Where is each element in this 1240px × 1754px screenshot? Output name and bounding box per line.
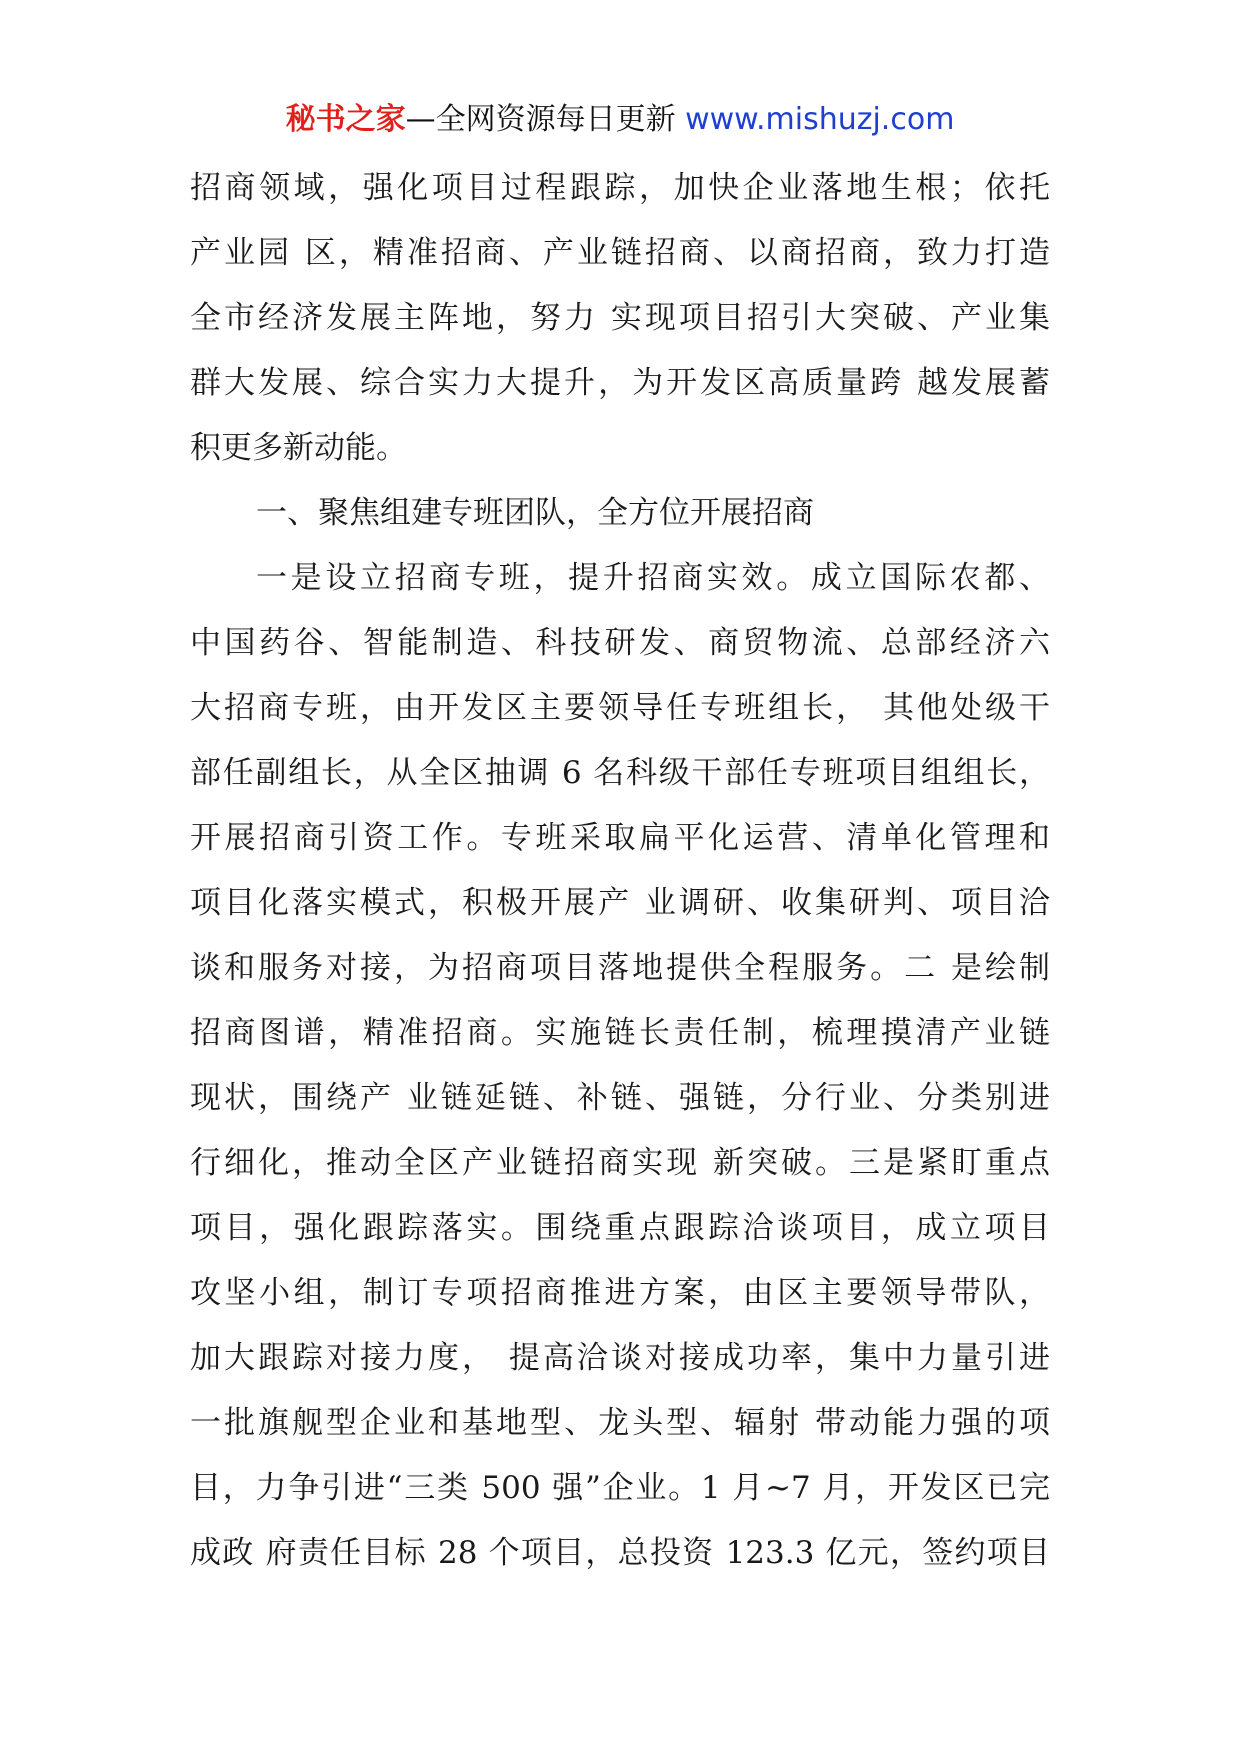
body-line-16: 行细化，推动全区产业链招商实现 新突破。三是紧盯重点 (190, 1145, 1050, 1181)
body-line-21: 目，力争引进“三类 500 强”企业。1 月~7 月，开发区已完 (190, 1470, 1050, 1506)
body-line-14: 招商图谱，精准招商。实施链长责任制，梳理摸清产业链 (190, 1015, 1050, 1051)
body-line-15: 现状，围绕产 业链延链、补链、强链，分行业、分类别进 (190, 1080, 1050, 1116)
body-line-3: 全市经济发展主阵地，努力 实现项目招引大突破、产业集 (190, 300, 1050, 336)
body-line-7: 一是设立招商专班，提升招商实效。成立国际农都、 (256, 560, 1050, 596)
body-line-11: 开展招商引资工作。专班采取扁平化运营、清单化管理和 (190, 820, 1050, 856)
body-line-4: 群大发展、综合实力大提升，为开发区高质量跨 越发展蓄 (190, 365, 1050, 401)
body-line-22: 成政 府责任目标 28 个项目，总投资 123.3 亿元，签约项目 (190, 1535, 1050, 1571)
body-line-8: 中国药谷、智能制造、科技研发、商贸物流、总部经济六 (190, 625, 1050, 661)
body-line-9: 大招商专班，由开发区主要领导任专班组长， 其他处级干 (190, 690, 1050, 726)
body-line-18: 攻坚小组，制订专项招商推进方案，由区主要领导带队， (190, 1275, 1050, 1311)
site-brand: 秘书之家 (285, 102, 406, 137)
body-line-17: 项目，强化跟踪落实。围绕重点跟踪洽谈项目，成立项目 (190, 1210, 1050, 1246)
body-line-10: 部任副组长，从全区抽调 6 名科级干部任专班项目组组长， (190, 755, 1050, 791)
body-line-13: 谈和服务对接，为招商项目落地提供全程服务。二 是绘制 (190, 950, 1050, 986)
site-header (0, 100, 1240, 140)
site-url[interactable]: www.mishuzj.com (675, 102, 955, 137)
section-heading: 一、聚焦组建专班团队，全方位开展招商 (256, 495, 814, 531)
document-body (190, 156, 1050, 1586)
site-tagline: —全网资源每日更新 (405, 102, 676, 137)
body-line-19: 加大跟踪对接力度， 提高洽谈对接成功率，集中力量引进 (190, 1340, 1050, 1376)
body-line-20: 一批旗舰型企业和基地型、龙头型、辐射 带动能力强的项 (190, 1405, 1050, 1441)
body-line-12: 项目化落实模式，积极开展产 业调研、收集研判、项目洽 (190, 885, 1050, 921)
body-line-1: 招商领域，强化项目过程跟踪，加快企业落地生根；依托 (190, 170, 1050, 206)
body-line-5: 积更多新动能。 (190, 430, 407, 466)
body-line-2: 产业园 区，精准招商、产业链招商、以商招商，致力打造 (190, 235, 1050, 271)
